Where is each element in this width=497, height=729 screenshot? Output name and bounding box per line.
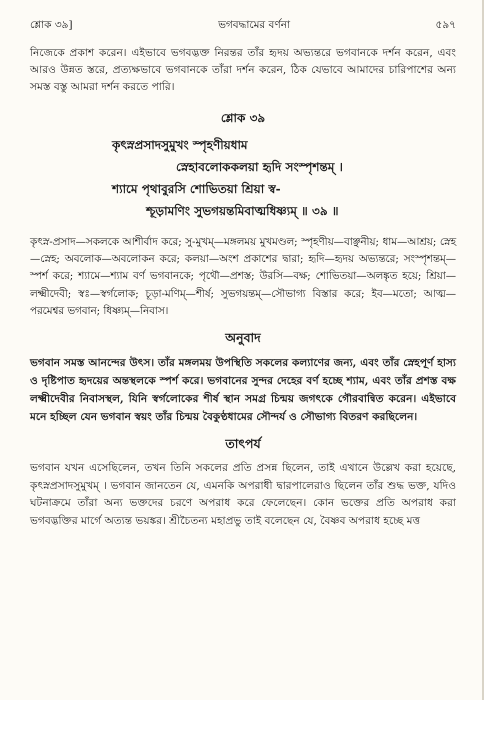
verse-line-2: স্নেহাবলোককলয়া হৃদি সংস্পৃশন্তম্ । <box>176 160 343 174</box>
verse-title: শ্লোক ৩৯ <box>220 111 266 125</box>
verse-line-4: শ্চূড়ামণিং সুভগয়ন্তমিবাত্মধিষ্ণ্যম্ ॥ ৩৯ ॥ <box>146 204 339 218</box>
header-page-number: ৫৯৭ <box>435 19 456 31</box>
page-header <box>30 18 456 35</box>
header-verse-ref: শ্লোক ৩৯] <box>30 19 73 31</box>
purport-paragraph: ভগবান যখন এসেছিলেন, তখন তিনি সকলের প্রতি প্রসন্ন ছিলেন, তাই এখানে উল্লেখ করা হয়েছে, কৃৎস্নপ্রসাদসুমুখম্ । ভগবান জানতেন যে, এমনকি অপরাধী দ্বারপালেরাও ছিলেন তাঁর শুদ্ধ ভক্ত, যদিও ঘটনাক্রমে তাঁরা অন্য ভক্তদের চরণে অপরাধ করে ফেলেছেন। কোন ভক্তের প্রতি অপরাধ করা ভগবদ্ভক্তির মার্গে অত্যন্ত ভয়ঙ্কর। শ্রীচৈতন্য মহাপ্রভু তাই বলেছেন যে, বৈষ্ণব অপরাধ হচ্ছে মত্ত <box>30 462 456 527</box>
translation-paragraph: ভগবান সমস্ত আনন্দের উৎস। তাঁর মঙ্গলময় উপস্থিতি সকলের কল্যাণের জন্য, এবং তাঁর স্নেহপূর্ণ হাস্য ও দৃষ্টিপাত হৃদয়ের অন্তস্থলকে স্পর্শ করে। ভগবানের সুন্দর দেহের বর্ণ হচ্ছে শ্যাম, এবং তাঁর প্রশস্ত বক্ষ লক্ষ্মীদেবীর নিবাসস্থল, যিনি স্বর্গলোকের শীর্ষ স্থান সমগ্র চিন্ময় জগৎকে গৌরবান্বিত করেন। এইভাবে মনে হচ্ছিল যেন ভগবান স্বয়ং তাঁর চিন্ময় বৈকুণ্ঠধামের সৌন্দর্য ও সৌভাগ্য বিতরণ করছিলেন। <box>30 357 456 424</box>
intro-paragraph: নিজেকে প্রকাশ করেন। এইভাবে ভগবদ্ভক্ত নিরন্তর তাঁর হৃদয় অভ্যন্তরে ভগবানকে দর্শন করেন, এবং আরও উন্নত স্তরে, প্রত্যক্ষভাবে ভগবানকে তাঁরা দর্শন করেন, ঠিক যেভাবে আমাদের চারিপাশের অন্য সমস্ত বস্তু আমরা দর্শন করতে পারি। <box>30 47 456 93</box>
synonyms-paragraph: কৃৎস্ন-প্রসাদ—সকলকে আশীর্বাদ করে; সু-মুখম্—মঙ্গলময় মুখমণ্ডল; স্পৃহণীয়—বাঞ্ছনীয়; ধাম—আশ্রয়; স্নেহ—স্নেহ; অবলোক—অবলোকন করে; কলয়া—অংশ প্রকাশের দ্বারা; হৃদি—হৃদয় অভ্যন্তরে; সংস্পৃশন্তম্—স্পর্শ করে; শ্যামে—শ্যাম বর্ণ ভগবানকে; পৃথৌ—প্রশস্ত; উরসি—বক্ষ; শোভিতয়া—অলঙ্কৃত হয়ে; শ্রিয়া—লক্ষ্মীদেবী; স্বঃ—স্বর্গলোক; চূড়া-মণিম্—শীর্ষ; সুভগয়ন্তম্—সৌভাগ্য বিস্তার করে; ইব—মতো; আত্ম—পরমেশ্বর ভগবান; ধিষ্ণ্যম্—নিবাস। <box>30 236 456 317</box>
verse-line-1: কৃৎস্নপ্রসাদসুমুখং স্পৃহণীয়ধাম <box>112 138 248 152</box>
purport-title: তাৎপর্য <box>225 436 261 452</box>
header-chapter-title: ভগবদ্ধামের বর্ণনা <box>218 19 291 31</box>
translation-title: অনুবাদ <box>225 330 261 346</box>
verse-block <box>30 134 456 222</box>
verse-line-3: শ্যামে পৃথাবুরসি শোভিতয়া শ্রিয়া স্ব- <box>112 182 281 196</box>
bottom-margin <box>0 700 497 729</box>
